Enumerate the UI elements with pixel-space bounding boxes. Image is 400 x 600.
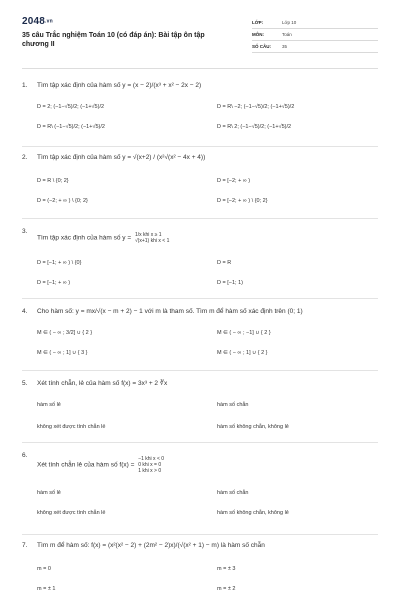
option-a[interactable]: D = R \ {0; 2} [37, 178, 69, 184]
option-a[interactable]: hàm số lẻ [37, 402, 61, 408]
option-c[interactable]: D = R\ (−1−√5)/2; (−1+√5)/2 [37, 124, 105, 130]
option-c[interactable]: M ∈ ( − ∞ ; 1] ∪ { 3 } [37, 350, 88, 356]
meta-table [252, 17, 378, 53]
logo-suffix: .vn [45, 18, 53, 25]
option-b[interactable]: D = [−2; + ∞ ) [217, 178, 251, 184]
option-d[interactable]: m = ± 2 [217, 586, 236, 592]
question-divider [22, 218, 378, 219]
option-d[interactable]: D = [−2; + ∞ ) \ {0; 2} [217, 198, 268, 204]
question-text: Tìm tập xác định của hàm số y = √(x+2) / (x²√(x² − 4x + 4)) [37, 154, 206, 161]
piece-line: −1 khi x < 0 [138, 456, 165, 462]
question-text: Tìm tập xác định của hàm số y = (x − 2)/(x³ + x² − 2x − 2) [37, 82, 202, 89]
question-prefix: Tìm tập xác định của hàm số y = [37, 234, 132, 242]
piece-line: 1 khi x > 0 [138, 468, 162, 474]
piece-line: √(x+1) khi x < 1 [134, 238, 170, 244]
meta-value: Toán [282, 32, 292, 37]
question-number: 7. [22, 542, 28, 549]
option-a[interactable]: D = [−1; + ∞ ) \ {0} [37, 260, 82, 266]
question-number: 2. [22, 154, 28, 161]
question-number: 6. [22, 452, 28, 459]
question-divider [22, 370, 378, 371]
option-d[interactable]: D = R\ 2; (−1−√5)/2; (−1+√5)/2 [217, 124, 292, 130]
option-c[interactable]: không xét được tính chẵn lẻ [37, 510, 106, 516]
question-number: 5. [22, 380, 28, 387]
option-b[interactable]: hàm số chẵn [217, 402, 249, 408]
question-text: Cho hàm số: y = mx/√(x − m + 2) − 1 với m là tham số. Tìm m để hàm số xác định trên (0; 1) [37, 308, 303, 315]
option-d[interactable]: hàm số không chẵn, không lẻ [217, 510, 289, 516]
option-c[interactable]: không xét được tính chẵn lẻ [37, 424, 106, 430]
option-d[interactable]: M ∈ ( − ∞ ; 1] ∪ { 2 } [217, 350, 268, 356]
option-b[interactable]: hàm số chẵn [217, 490, 249, 496]
option-d[interactable]: D = [−1; 1) [217, 280, 243, 286]
page-title: 35 câu Trắc nghiệm Toán 10 (có đáp án): Bài tập ôn tập chương II [22, 32, 205, 48]
option-c[interactable]: m = ± 1 [37, 586, 56, 592]
piecewise-function [138, 456, 164, 474]
question-number: 1. [22, 82, 28, 89]
question-text [37, 232, 377, 244]
logo-text: 2048 [22, 16, 46, 27]
piece-line: 1/x khi x ≥ 1 [134, 232, 162, 238]
header [22, 16, 378, 62]
meta-row-count [252, 41, 378, 53]
question-text: Tìm m để hàm số: f(x) = (x²(x² − 2) + (2m² − 2)x)/(√(x² + 1) − m) là hàm số chẵn [37, 542, 265, 549]
meta-key: SỐ CÂU: [252, 44, 271, 49]
option-b[interactable]: D = R [217, 260, 232, 266]
question-text: Xét tính chẵn, lẻ của hàm số f(x) = 3x³ + 2 ∛x [37, 380, 168, 387]
meta-value: Lớp 10 [282, 20, 297, 25]
question-divider [22, 442, 378, 443]
option-b[interactable]: m = ± 3 [217, 566, 236, 572]
question-number: 4. [22, 308, 28, 315]
option-c[interactable]: D = (−2; + ∞ ) \ {0; 2} [37, 198, 88, 204]
question-divider [22, 298, 378, 299]
option-a[interactable]: m = 0 [37, 566, 51, 572]
meta-key: MÔN: [252, 32, 264, 37]
option-a[interactable]: M ∈ ( − ∞ ; 3/2] ∪ { 2 } [37, 330, 93, 336]
option-b[interactable]: D = R\ −2; (−1−√5)/2; (−1+√5)/2 [217, 104, 295, 110]
piece-line: 0 khi x = 0 [138, 462, 162, 468]
option-a[interactable]: D = 2; (−1−√5)/2; (−1+√5)/2 [37, 104, 105, 110]
question-number: 3. [22, 228, 28, 235]
option-b[interactable]: M ∈ ( − ∞ ; −1] ∪ { 2 } [217, 330, 271, 336]
meta-key: LỚP: [252, 20, 264, 25]
site-logo[interactable] [22, 16, 53, 27]
meta-value: 35 [282, 44, 288, 49]
question-divider [22, 146, 378, 147]
option-c[interactable]: D = [−1; + ∞ ) [37, 280, 71, 286]
piecewise-function [135, 232, 169, 244]
meta-row-subject [252, 29, 378, 41]
question-text [37, 456, 377, 474]
option-d[interactable]: hàm số không chẵn, không lẻ [217, 424, 289, 430]
option-a[interactable]: hàm số lẻ [37, 490, 61, 496]
question-prefix: Xét tính chẵn lẻ của hàm số f(x) = [37, 461, 135, 469]
header-divider [22, 68, 378, 69]
meta-row-grade [252, 17, 378, 29]
question-divider [22, 534, 378, 535]
